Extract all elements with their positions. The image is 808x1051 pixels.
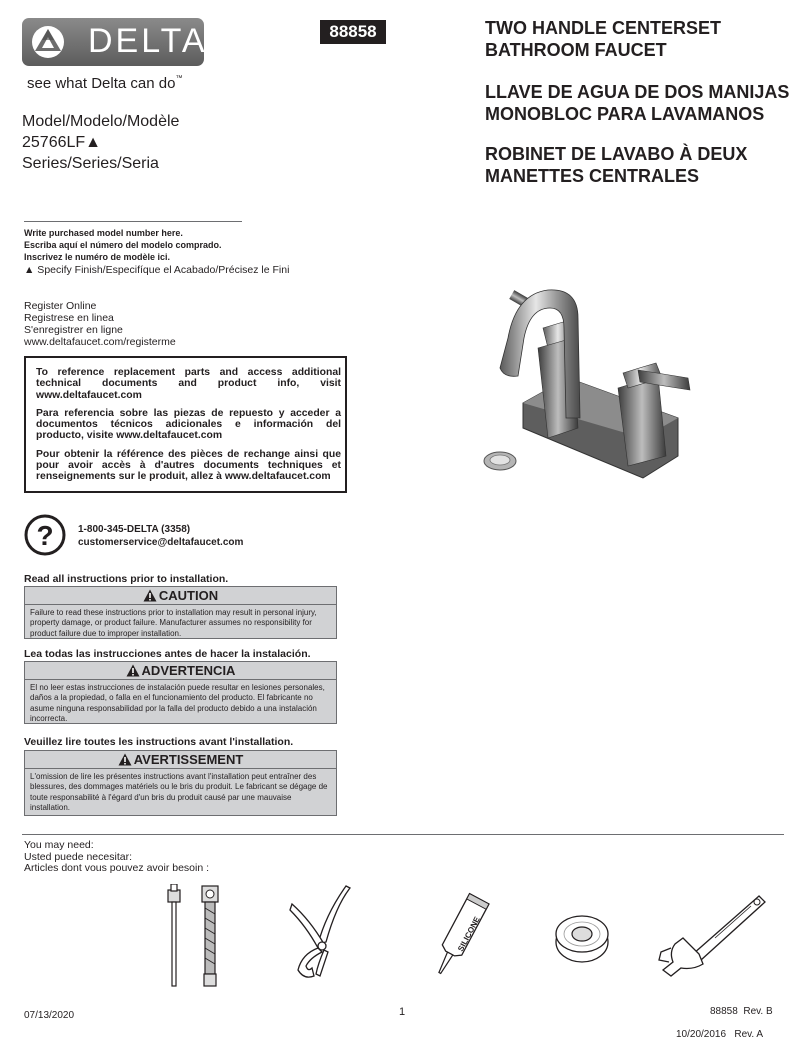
question-mark-icon xyxy=(24,514,66,556)
model-write-line xyxy=(24,221,242,222)
title-es-line-2: MONOBLOC PARA LAVAMANOS xyxy=(485,104,765,124)
caution-title: CAUTION xyxy=(158,588,219,603)
reference-box xyxy=(24,356,347,493)
avertissement-header xyxy=(25,751,336,769)
page-number: 1 xyxy=(399,1006,406,1018)
contact-phone[interactable]: 1-800-345-DELTA (3358) xyxy=(78,524,191,535)
brand-name: DELTA xyxy=(88,22,208,60)
caution-body: Failure to read these instructions prior to installation may result in personal injury, property damage, or product failure. Manufacturer assumes no responsibility for product failure due to improper installation. xyxy=(30,608,317,638)
contact-email[interactable]: customerservice@deltafaucet.com xyxy=(78,537,244,548)
reference-fr: Pour obtenir la référence des pièces de rechange ainsi que pour avoir accès à d'autres documents techniques et renseignements sur le produit, allez à www.deltafaucet.com xyxy=(36,448,341,483)
model-label: Model/Modelo/Modèle xyxy=(22,113,180,130)
read-instructions-fr: Veuillez lire toutes les instructions avant l'installation. xyxy=(24,736,294,748)
warning-triangle-icon xyxy=(126,664,140,677)
tools-needed-en: You may need: xyxy=(24,839,94,851)
plumbers-tape-icon xyxy=(552,912,612,964)
advertencia-box xyxy=(24,661,337,724)
advertencia-body: El no leer estas instrucciones de instalación puede resultar en lesiones personales, daños a la propiedad, o falla en el funcionamiento del producto. El fabricante no asume ninguna responsabilidad por la falla del producto debido a una instalación incorrecta. xyxy=(30,683,325,723)
title-es-line-1: LLAVE DE AGUA DE DOS MANIJAS xyxy=(485,82,790,102)
title-en-line-1: TWO HANDLE CENTERSET xyxy=(485,18,721,38)
read-instructions-es: Lea todas las instrucciones antes de hacer la instalación. xyxy=(24,648,311,660)
title-fr-line-1: ROBINET DE LAVABO À DEUX xyxy=(485,144,748,164)
warning-triangle-icon xyxy=(143,589,157,602)
svg-text:?: ? xyxy=(36,520,54,551)
model-series: Series/Series/Seria xyxy=(22,155,159,172)
faucet-illustration xyxy=(478,278,698,490)
revision-previous: 10/20/2016 Rev. A xyxy=(676,1029,764,1040)
model-block xyxy=(22,111,179,174)
advertencia-header xyxy=(25,662,336,680)
supply-lines-icon xyxy=(158,884,224,990)
section-divider xyxy=(22,834,784,835)
finish-note: ▲ Specify Finish/Especifíque el Acabado/Précisez le Fini xyxy=(24,264,290,276)
model-badge: 88858 xyxy=(320,20,386,44)
register-block xyxy=(24,300,176,348)
reference-es: Para referencia sobre las piezas de repuesto y acceder a documentos técnicos adicionales e información del producto, visite www.deltafaucet.com xyxy=(36,407,341,442)
register-fr: S'enregistrer en ligne xyxy=(24,324,123,336)
tools-needed-es: Usted puede necesitar: xyxy=(24,850,132,863)
title-fr-line-2: MANETTES CENTRALES xyxy=(485,166,700,186)
warning-triangle-icon xyxy=(118,753,132,766)
tagline-text: see what Delta can do xyxy=(27,75,176,92)
pliers-icon xyxy=(288,884,358,984)
read-instructions-en: Read all instructions prior to installation. xyxy=(24,573,229,585)
delta-logo xyxy=(22,18,208,66)
register-link[interactable]: www.deltafaucet.com/registerme xyxy=(24,336,176,348)
tagline xyxy=(27,75,182,92)
model-number: 25766LF▲ xyxy=(22,134,101,151)
purchase-note-en: Write purchased model number here. xyxy=(24,228,183,238)
silicone-label: SILICONE xyxy=(456,915,482,953)
reference-en: To reference replacement parts and access additional technical documents and product info, visit www.deltafaucet.com xyxy=(36,367,341,401)
delta-triangle-icon xyxy=(30,24,68,60)
adjustable-wrench-icon xyxy=(655,890,767,982)
title-spanish xyxy=(485,81,800,125)
footer-date: 07/13/2020 xyxy=(24,1010,75,1021)
avertissement-title: AVERTISSEMENT xyxy=(133,752,244,767)
register-es: Registrese en linea xyxy=(24,312,114,324)
purchase-note-es: Escriba aquí el número del modelo comprado. xyxy=(24,240,222,250)
advertencia-title: ADVERTENCIA xyxy=(141,663,236,678)
silicone-tube-icon xyxy=(425,890,495,980)
caution-box xyxy=(24,586,337,639)
avertissement-box xyxy=(24,750,337,816)
title-english xyxy=(485,17,800,61)
title-en-line-2: BATHROOM FAUCET xyxy=(485,40,667,60)
contact-block xyxy=(78,523,243,549)
avertissement-body: L'omission de lire les présentes instructions avant l'installation peut entraîner des blessures, des dommages matériels ou le bris du produit. Le fabricant se dégage de toute responsabilité à l'égard d'un bris du produit causé par une mauvaise installation. xyxy=(30,772,328,812)
revision-current: 88858 Rev. B xyxy=(710,1006,773,1017)
tools-needed-fr: Articles dont vous pouvez avoir besoin : xyxy=(24,862,210,874)
register-en: Register Online xyxy=(24,300,97,312)
purchase-note-fr: Inscrivez le numéro de modèle ici. xyxy=(24,252,171,262)
caution-header xyxy=(25,587,336,605)
title-french xyxy=(485,143,800,187)
purchase-note xyxy=(24,227,222,263)
trademark-mark: ™ xyxy=(175,75,183,82)
tools-needed-heading xyxy=(24,840,209,875)
